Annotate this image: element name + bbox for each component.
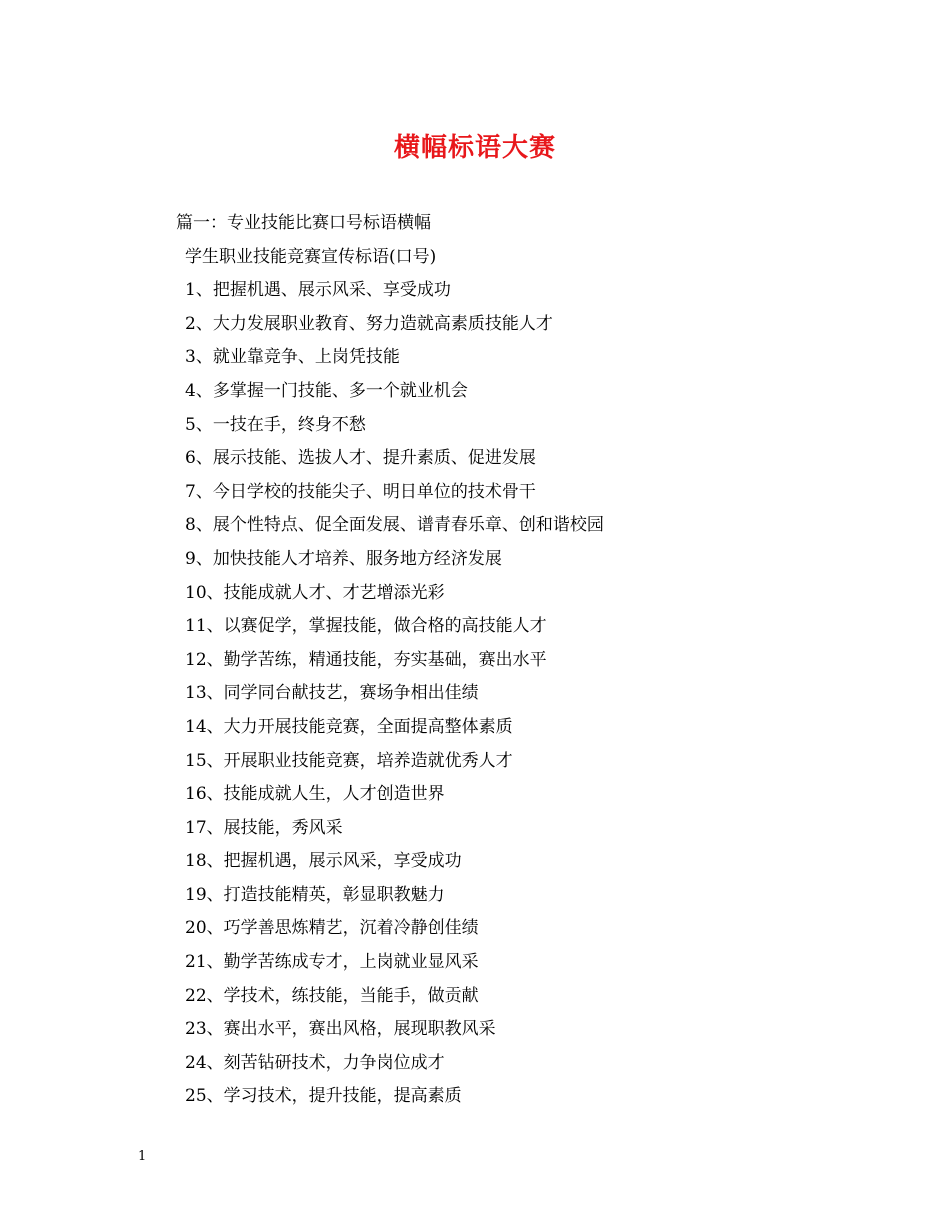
list-item: 22、学技术，练技能，当能手，做贡献 xyxy=(185,985,479,1006)
list-item: 6、展示技能、选拔人才、提升素质、促进发展 xyxy=(185,448,536,469)
list-item: 25、学习技术，提升技能，提高素质 xyxy=(185,1086,462,1107)
list-item: 8、展个性特点、促全面发展、谱青春乐章、创和谐校园 xyxy=(185,515,604,536)
list-item: 24、刻苦钻研技术，力争岗位成才 xyxy=(185,1052,445,1073)
list-item: 2、大力发展职业教育、努力造就高素质技能人才 xyxy=(185,313,553,334)
list-item: 13、同学同台献技艺，赛场争相出佳绩 xyxy=(185,683,479,704)
list-item: 9、加快技能人才培养、服务地方经济发展 xyxy=(185,548,502,569)
slogan-list xyxy=(176,274,896,1114)
document-title: 横幅标语大赛 xyxy=(393,133,556,163)
list-item: 21、勤学苦练成专才，上岗就业显风采 xyxy=(185,952,479,973)
list-item: 1、把握机遇、展示风采、享受成功 xyxy=(185,280,451,301)
page-number: 1 xyxy=(138,1149,147,1164)
list-item: 15、开展职业技能竞赛，培养造就优秀人才 xyxy=(185,750,513,771)
list-item: 3、就业靠竞争、上岗凭技能 xyxy=(185,347,400,368)
subtitle: 学生职业技能竞赛宣传标语(口号) xyxy=(185,246,437,267)
list-item: 16、技能成就人生，人才创造世界 xyxy=(185,784,445,805)
list-item: 7、今日学校的技能尖子、明日单位的技术骨干 xyxy=(185,481,536,502)
list-item: 11、以赛促学，掌握技能，做合格的高技能人才 xyxy=(185,616,547,637)
list-item: 12、勤学苦练，精通技能，夯实基础，赛出水平 xyxy=(185,649,547,670)
list-item: 14、大力开展技能竞赛，全面提高整体素质 xyxy=(185,716,513,737)
list-item: 5、一技在手，终身不愁 xyxy=(185,414,366,435)
list-item: 10、技能成就人才、才艺增添光彩 xyxy=(185,582,445,603)
list-item: 18、把握机遇，展示风采，享受成功 xyxy=(185,851,462,872)
list-item: 23、赛出水平，赛出风格，展现职教风采 xyxy=(185,1019,496,1040)
list-item: 4、多掌握一门技能、多一个就业机会 xyxy=(185,380,468,401)
list-item: 19、打造技能精英，彰显职教魅力 xyxy=(185,884,445,905)
list-item: 17、展技能，秀风采 xyxy=(185,817,343,838)
list-item: 20、巧学善思炼精艺，沉着冷静创佳绩 xyxy=(185,918,479,939)
section-heading: 篇一：专业技能比赛口号标语横幅 xyxy=(176,213,431,233)
document-body xyxy=(176,207,896,1114)
